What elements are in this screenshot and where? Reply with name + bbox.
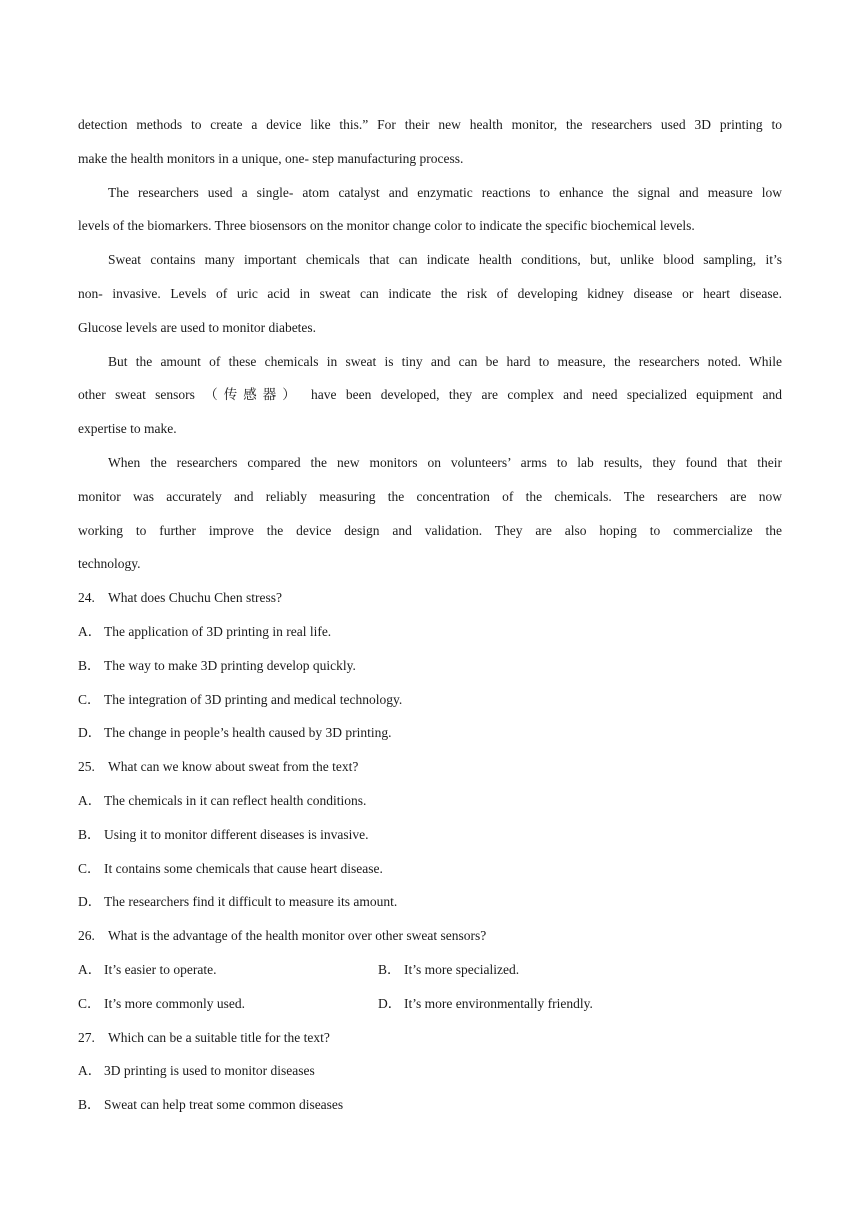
passage-line: The researchers used a single- atom catalyst and enzymatic reactions to enhance the signal and measure low bbox=[108, 184, 782, 200]
option-letter: D． bbox=[378, 995, 402, 1011]
question-number: 24. bbox=[78, 590, 95, 606]
question-25 bbox=[78, 750, 782, 919]
option-text: The researchers find it difficult to measure its amount. bbox=[104, 894, 398, 910]
question-text: What can we know about sweat from the text? bbox=[108, 759, 359, 775]
option-letter: A． bbox=[78, 961, 102, 977]
question-text: What does Chuchu Chen stress? bbox=[108, 590, 282, 606]
question-stem bbox=[78, 919, 782, 953]
option-text: It’s more commonly used. bbox=[104, 995, 245, 1011]
passage-line: expertise to make. bbox=[78, 421, 177, 437]
option-d bbox=[378, 987, 678, 1021]
option-letter: C． bbox=[78, 995, 101, 1011]
passage-line: make the health monitors in a unique, one- step manufacturing process. bbox=[78, 150, 464, 166]
question-stem bbox=[78, 581, 782, 615]
option-letter: C． bbox=[78, 691, 101, 707]
option-letter: C． bbox=[78, 860, 101, 876]
option-text: It’s easier to operate. bbox=[104, 961, 217, 977]
question-number: 26. bbox=[78, 928, 95, 944]
question-24 bbox=[78, 581, 782, 750]
option-text: Using it to monitor different diseases is invasive. bbox=[104, 826, 369, 842]
passage-line: non- invasive. Levels of uric acid in sweat can indicate the risk of developing kidney disease or heart disease. bbox=[78, 285, 782, 301]
option-letter: A． bbox=[78, 623, 102, 639]
passage-line: But the amount of these chemicals in sweat is tiny and can be hard to measure, the researchers noted. While bbox=[108, 353, 782, 369]
option-text: The integration of 3D printing and medical technology. bbox=[104, 691, 403, 707]
option-letter: D． bbox=[78, 725, 102, 741]
option-text: It contains some chemicals that cause heart disease. bbox=[104, 860, 383, 876]
option-text: Sweat can help treat some common diseases bbox=[104, 1097, 344, 1113]
passage-line: detection methods to create a device like this.” For their new health monitor, the researchers used 3D printing to bbox=[78, 117, 782, 132]
passage-line: Sweat contains many important chemicals that can indicate health conditions, but, unlike blood sampling, it’s bbox=[108, 252, 782, 268]
option-letter: B． bbox=[78, 826, 101, 842]
option-text: The change in people’s health caused by 3D printing. bbox=[104, 725, 392, 741]
option-d bbox=[78, 885, 782, 919]
question-26 bbox=[78, 919, 782, 1020]
question-27 bbox=[78, 1021, 782, 1122]
option-letter: A． bbox=[78, 792, 102, 808]
option-a bbox=[78, 953, 378, 987]
option-c bbox=[78, 683, 782, 717]
passage-line: When the researchers compared the new monitors on volunteers’ arms to lab results, they found that their bbox=[108, 454, 782, 470]
passage-line: levels of the biomarkers. Three biosensors on the monitor change color to indicate the specific biochemical levels. bbox=[78, 218, 695, 234]
question-number: 27. bbox=[78, 1029, 95, 1045]
option-b bbox=[378, 953, 678, 987]
question-text: What is the advantage of the health monitor over other sweat sensors? bbox=[108, 928, 487, 944]
document-page bbox=[78, 108, 782, 1122]
option-b bbox=[78, 649, 782, 683]
option-d bbox=[78, 716, 782, 750]
option-text: The application of 3D printing in real life. bbox=[104, 623, 332, 639]
option-letter: D． bbox=[78, 894, 102, 910]
option-row bbox=[78, 987, 782, 1021]
option-a bbox=[78, 784, 782, 818]
question-text: Which can be a suitable title for the text? bbox=[108, 1029, 330, 1045]
option-letter: B． bbox=[378, 961, 401, 977]
option-c bbox=[78, 852, 782, 886]
option-row bbox=[78, 953, 782, 987]
option-letter: A． bbox=[78, 1063, 102, 1079]
passage-line: technology. bbox=[78, 556, 141, 572]
passage-line: working to further improve the device design and validation. They are also hoping to commercialize the bbox=[78, 522, 782, 538]
option-letter: B． bbox=[78, 1097, 101, 1113]
option-letter: B． bbox=[78, 657, 101, 673]
option-text: It’s more specialized. bbox=[404, 961, 520, 977]
passage bbox=[78, 108, 782, 581]
option-a bbox=[78, 1054, 782, 1088]
option-b bbox=[78, 1088, 782, 1122]
question-number: 25. bbox=[78, 759, 95, 775]
passage-line: Glucose levels are used to monitor diabetes. bbox=[78, 319, 317, 335]
option-text: 3D printing is used to monitor diseases bbox=[104, 1063, 315, 1079]
question-stem bbox=[78, 1021, 782, 1055]
passage-line: other sweat sensors （传感器） have been developed, they are complex and need specialized equipment and bbox=[78, 387, 782, 403]
option-text: It’s more environmentally friendly. bbox=[404, 995, 593, 1011]
option-text: The chemicals in it can reflect health conditions. bbox=[104, 792, 367, 808]
passage-line: monitor was accurately and reliably measuring the concentration of the chemicals. The researchers are now bbox=[78, 488, 782, 504]
question-stem bbox=[78, 750, 782, 784]
option-c bbox=[78, 987, 378, 1021]
option-a bbox=[78, 615, 782, 649]
option-b bbox=[78, 818, 782, 852]
option-text: The way to make 3D printing develop quickly. bbox=[104, 657, 356, 673]
